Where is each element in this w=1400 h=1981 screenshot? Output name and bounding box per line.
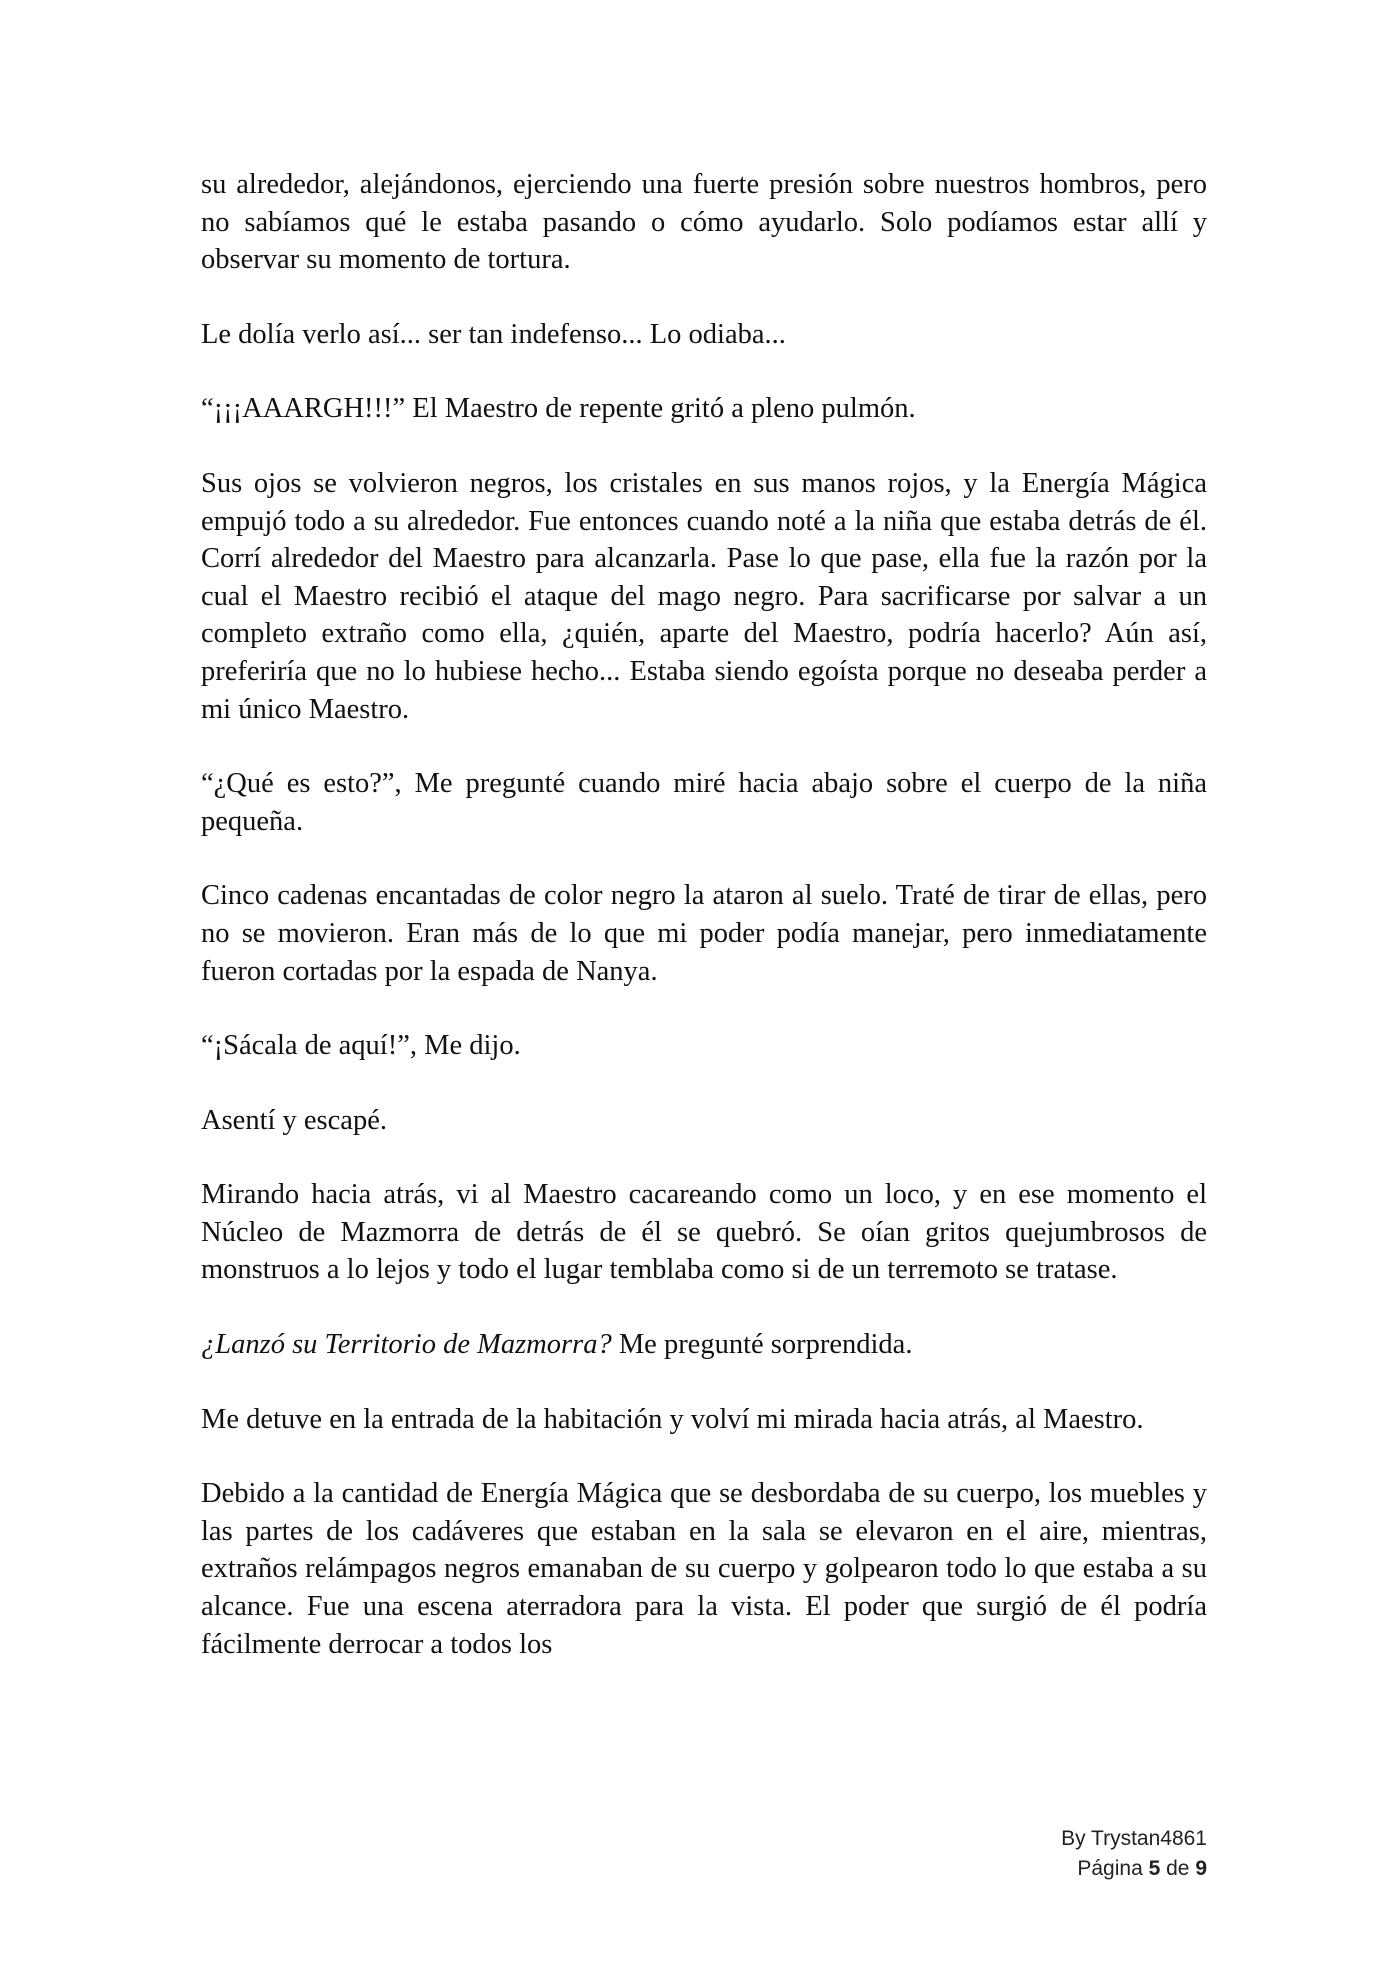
paragraph-12: Debido a la cantidad de Energía Mágica que se desbordaba de su cuerpo, los muebles y las partes de los cadáveres que estaban en la sala se elevaron en el aire, mientras, extraños relámpagos negros emanaban de su cuerpo y golpearon todo lo que estaba a su alcance. Fue una escena aterradora para la vista. El poder que surgió de él podría fácilmente derrocar a todos los — [201, 1478, 1207, 1660]
footer-author: By Trystan4861 — [1061, 1827, 1207, 1850]
page-prefix: Página — [1077, 1857, 1149, 1880]
italic-thought-text: ¿Lanzó su Territorio de Mazmorra? — [201, 1329, 612, 1361]
paragraph-9: Mirando hacia atrás, vi al Maestro cacareando como un loco, y en ese momento el Núcleo de Mazmorra de detrás de él se quebró. Se oían gritos quejumbrosos de monstruos a lo lejos y todo el lugar temblaba como si de un terremoto se tratase. — [201, 1179, 1207, 1286]
paragraph-1: su alrededor, alejándonos, ejerciendo una fuerte presión sobre nuestros hombros, pero no sabíamos qué le estaba pasando o cómo ayudarlo. Solo podíamos estar allí y observar su momento de tortura. — [201, 169, 1207, 276]
body-text — [201, 166, 1207, 1700]
paragraph-4: Sus ojos se volvieron negros, los cristales en sus manos rojos, y la Energía Mágica empujó todo a su alrededor. Fue entonces cuando noté a la niña que estaba detrás de él. Corrí alrededor del Maestro para alcanzarla. Pase lo que pase, ella fue la razón por la cual el Maestro recibió el ataque del mago negro. Para sacrificarse por salvar a un completo extraño como ella, ¿quién, aparte del Maestro, podría hacerlo? Aún así, preferiría que no lo hubiese hecho... Estaba siendo egoísta porque no deseaba perder a mi único Maestro. — [201, 467, 1207, 725]
paragraph-5: “¿Qué es esto?”, Me pregunté cuando miré hacia abajo sobre el cuerpo de la niña pequeña. — [201, 768, 1207, 837]
paragraph-7: “¡Sácala de aquí!”, Me dijo. — [201, 1030, 521, 1062]
paragraph-2: Le dolía verlo así... ser tan indefenso... Lo odiaba... — [201, 318, 786, 350]
paragraph-11: Me detuve en la entrada de la habitación y volví mi mirada hacia atrás, al Maestro. — [201, 1403, 1144, 1435]
paragraph-6: Cinco cadenas encantadas de color negro la ataron al suelo. Traté de tirar de ellas, pero no se movieron. Eran más de lo que mi poder podía manejar, pero inmediatamente fueron cortadas por la espada de Nanya. — [201, 880, 1207, 987]
paragraph-italic-thought — [201, 1326, 1207, 1364]
paragraph-8: Asentí y escapé. — [201, 1104, 387, 1136]
italic-thought-rest: Me pregunté sorprendida. — [611, 1329, 913, 1361]
page-current: 5 — [1148, 1857, 1161, 1880]
page-footer — [1061, 1824, 1207, 1884]
paragraph-3: “¡¡¡AAARGH!!!” El Maestro de repente gritó a pleno pulmón. — [201, 393, 916, 425]
page-total: 9 — [1195, 1857, 1207, 1880]
footer-page-number — [1061, 1854, 1207, 1884]
page-mid: de — [1160, 1857, 1196, 1880]
